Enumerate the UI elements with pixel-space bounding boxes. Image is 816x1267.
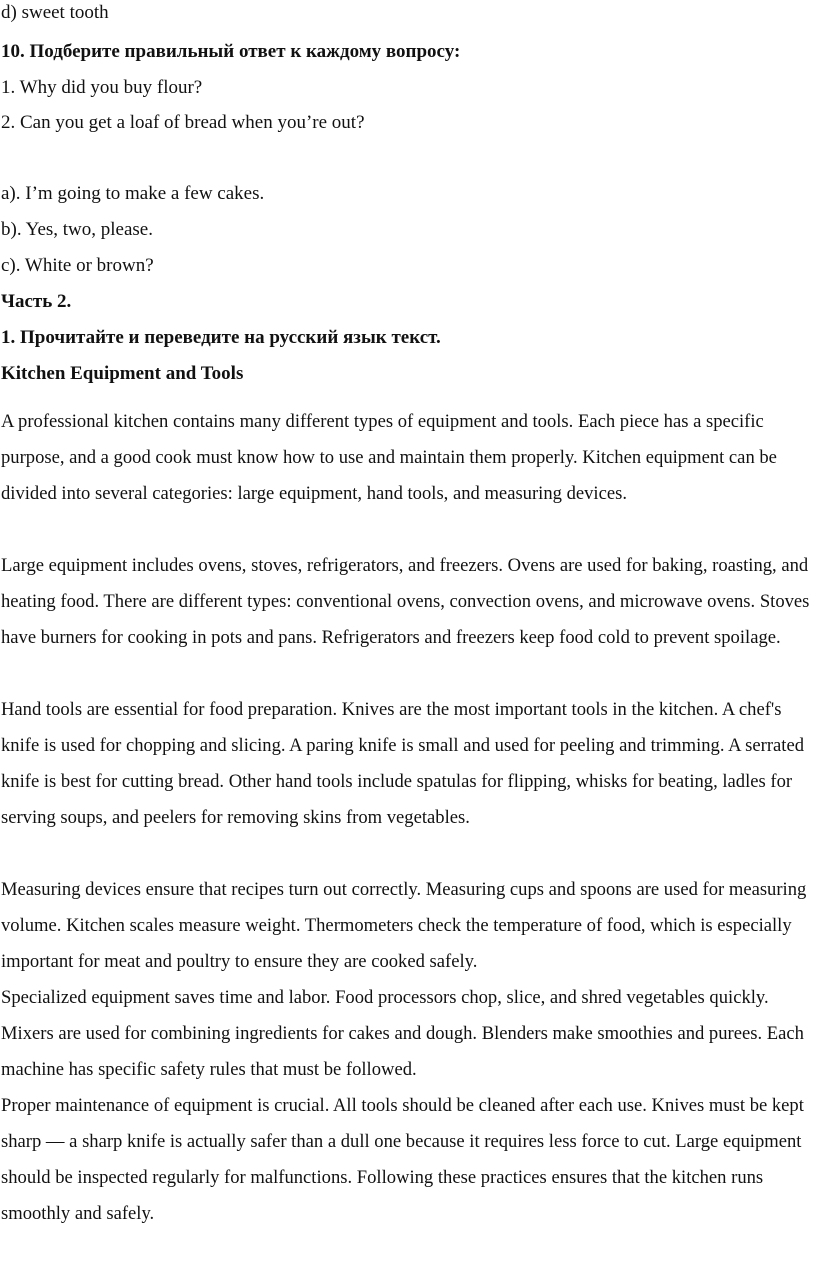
part2-heading: Часть 2. — [1, 291, 72, 312]
task10-answer-b: b). Yes, two, please. — [1, 219, 153, 240]
task10-heading: 10. Подберите правильный ответ к каждому вопросу: — [1, 41, 461, 62]
task10-question-1: 1. Why did you buy flour? — [1, 77, 203, 98]
text-title: Kitchen Equipment and Tools — [1, 363, 244, 384]
text-paragraph-6: Proper maintenance of equipment is crucial. All tools should be cleaned after each use. Knives must be kept sharp — a sharp knife is actually safer than a dull one because it requires less force to cut. Large equipment should be inspected regularly for malfunctions. Following these practices ensures that the kitchen runs smoothly and safely. — [1, 1095, 804, 1224]
text-paragraph-1: A professional kitchen contains many different types of equipment and tools. Each piece has a specific purpose, and a good cook must know how to use and maintain them properly. Kitchen equipment can be divided into several categories: large equipment, hand tools, and measuring devices. — [1, 411, 777, 504]
top-answer-option: d) sweet tooth — [1, 2, 109, 23]
task10-answer-c: c). White or brown? — [1, 255, 154, 276]
text-paragraph-2: Large equipment includes ovens, stoves, refrigerators, and freezers. Ovens are used for baking, roasting, and heating food. There are different types: conventional ovens, convection ovens, and microwave ovens. Stoves have burners for cooking in pots and pans. Refrigerators and freezers keep food cold to prevent spoilage. — [1, 555, 810, 648]
task10-question-2: 2. Can you get a loaf of bread when you’re out? — [1, 112, 365, 133]
text-paragraph-4: Measuring devices ensure that recipes turn out correctly. Measuring cups and spoons are used for measuring volume. Kitchen scales measure weight. Thermometers check the temperature of food, which is especially important for meat and poultry to ensure they are cooked safely. — [1, 879, 807, 972]
text-paragraph-5: Specialized equipment saves time and labor. Food processors chop, slice, and shred vegetables quickly. Mixers are used for combining ingredients for cakes and dough. Blenders make smoothies and purees. Each machine has specific safety rules that must be followed. — [1, 987, 804, 1080]
task10-answer-a: a). I’m going to make a few cakes. — [1, 183, 265, 204]
text-paragraph-3: Hand tools are essential for food preparation. Knives are the most important tools in the kitchen. A chef's knife is used for chopping and slicing. A paring knife is small and used for peeling and trimming. A serrated knife is best for cutting bread. Other hand tools include spatulas for flipping, whisks for beating, ladles for serving soups, and peelers for removing skins from vegetables. — [1, 699, 804, 828]
part2-task1-heading: 1. Прочитайте и переведите на русский язык текст. — [1, 327, 441, 348]
